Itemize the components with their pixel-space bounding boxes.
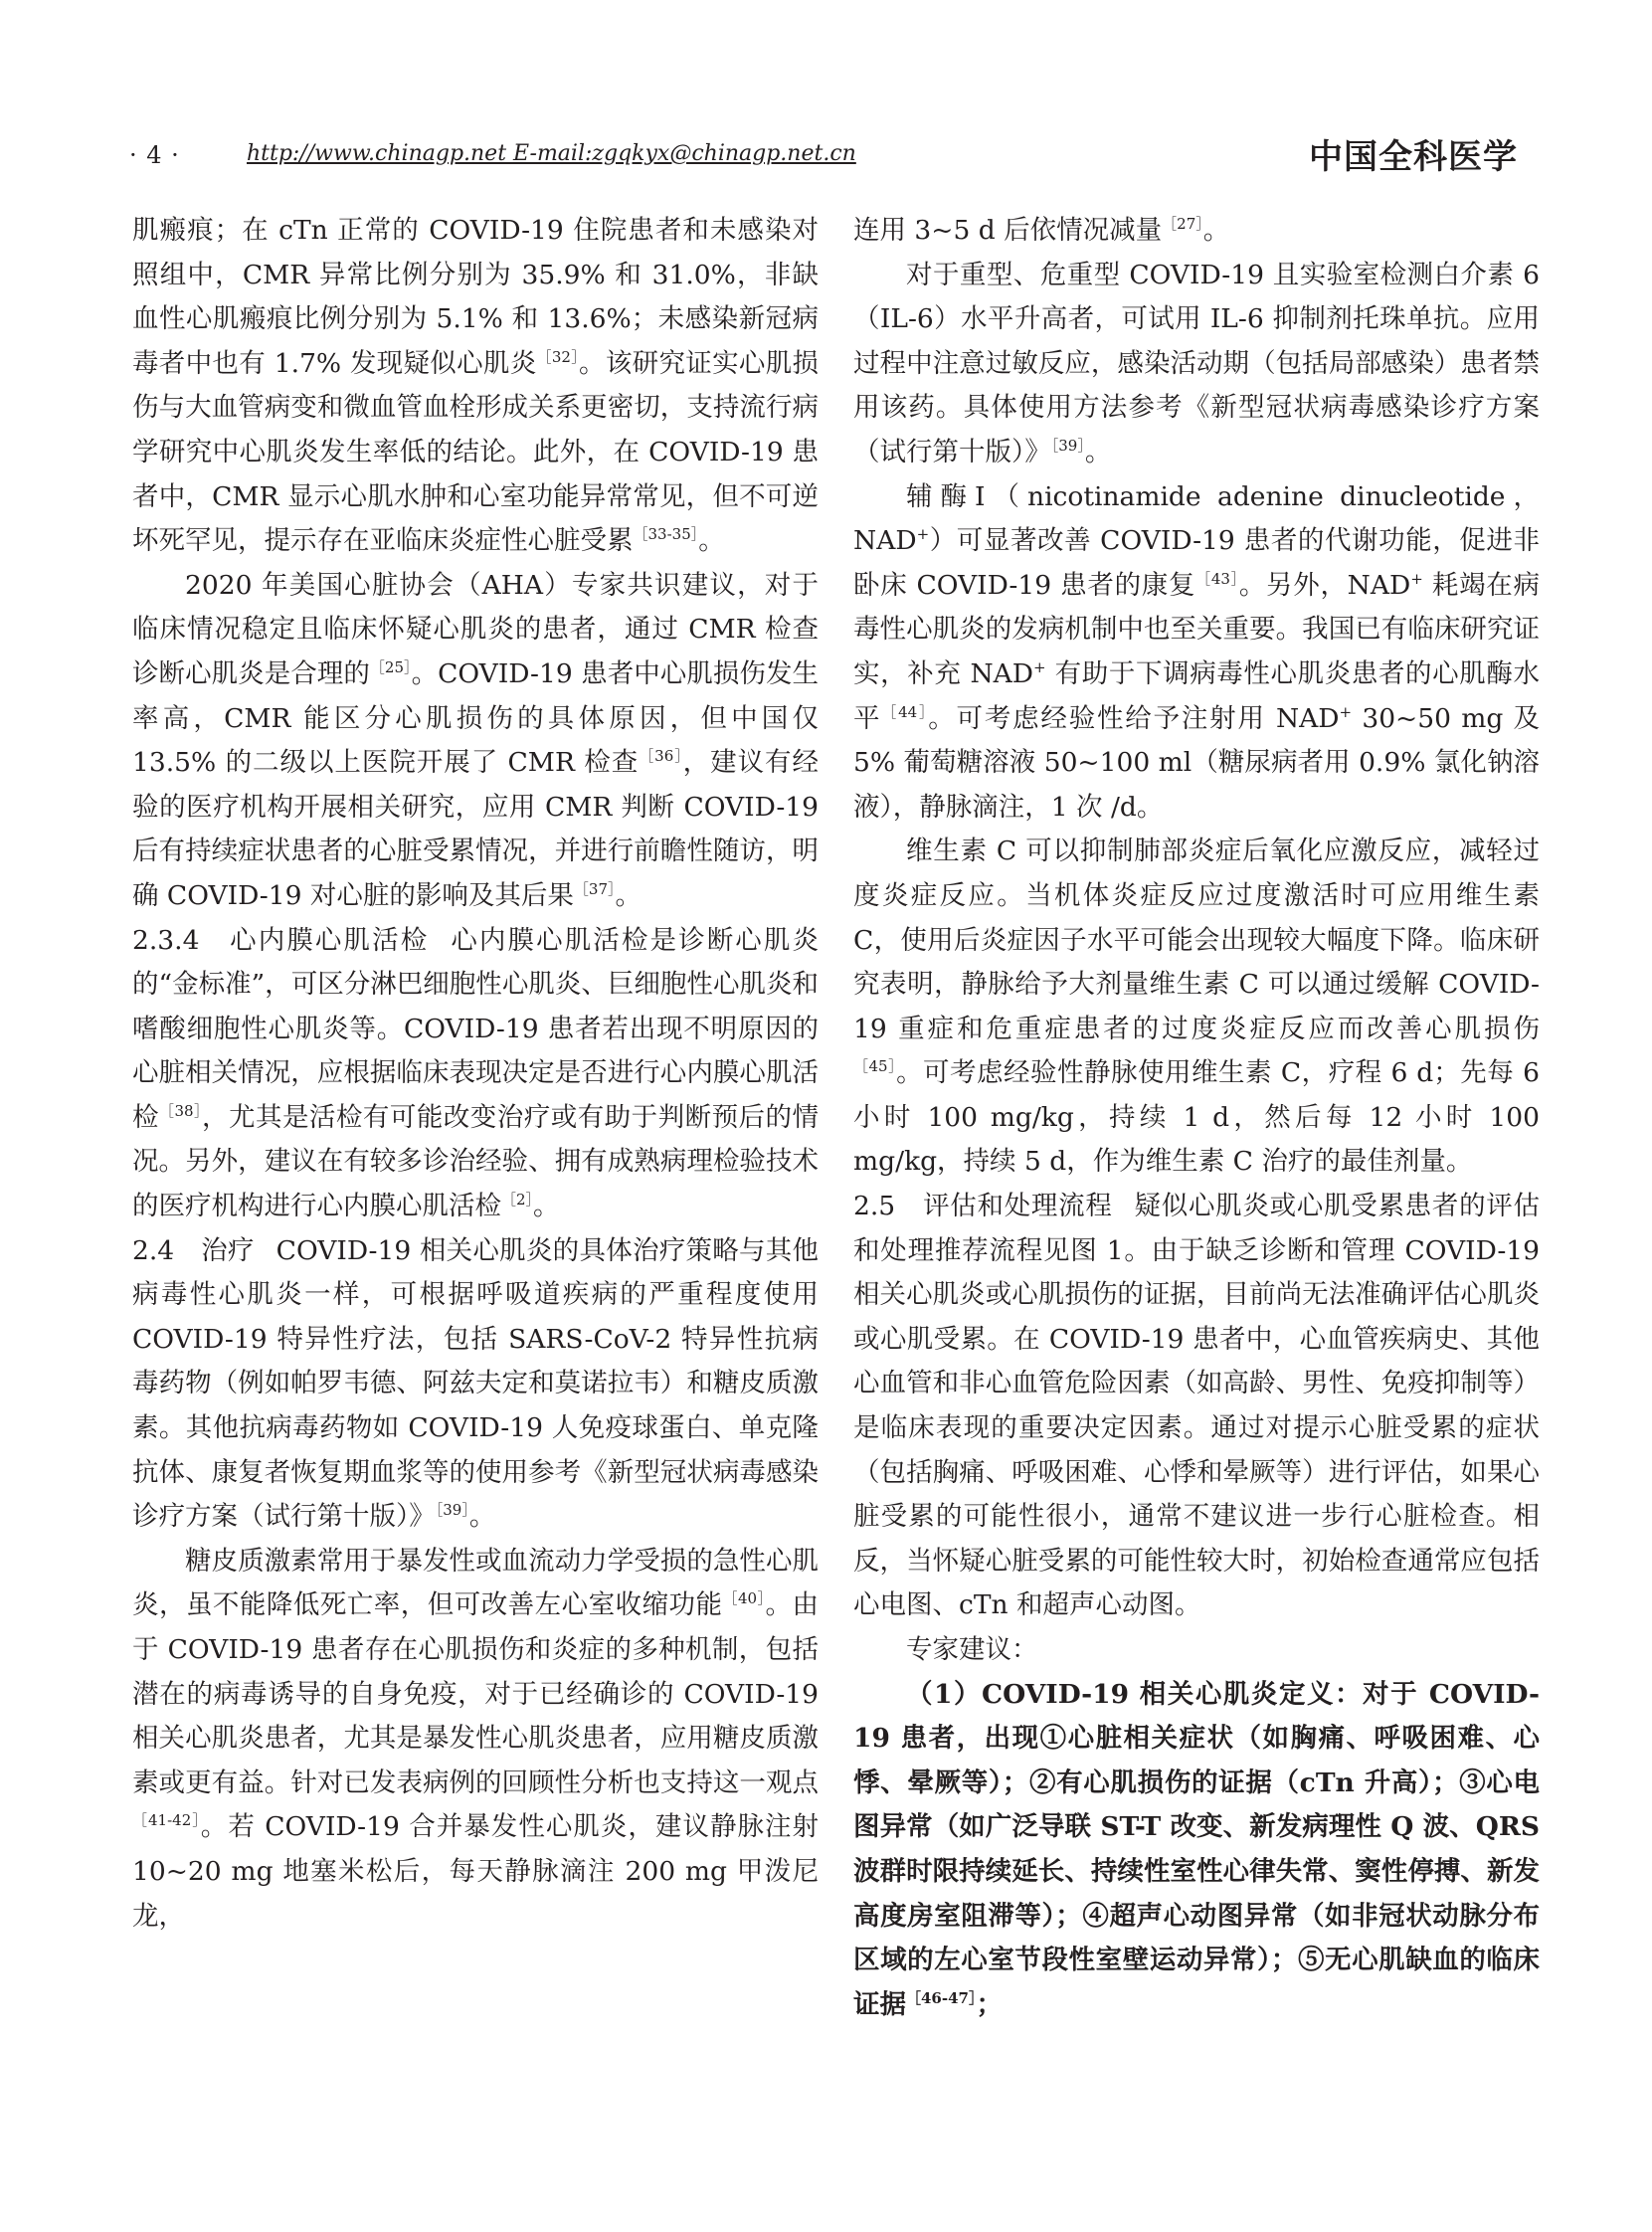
- superscript: +: [1033, 658, 1046, 677]
- text: ，建议有经验的医疗机构开展相关研究，应用 CMR 判断 COVID-19 后有持续症状患者的心脏受累情况，并进行前瞻性随访，明确 COVID-19 对心脏的影响及其后果: [132, 747, 819, 911]
- right-column: [853, 209, 1540, 2158]
- citation: ［38］: [158, 1102, 203, 1121]
- paragraph: [132, 919, 819, 1229]
- text: 。: [1084, 436, 1112, 467]
- citation: ［32］: [536, 347, 580, 366]
- journal-name: 中国全科医学: [1309, 137, 1518, 177]
- superscript: +: [916, 525, 930, 544]
- paragraph: [853, 254, 1540, 475]
- text: 。COVID-19 患者中心肌损伤发生率高，CMR 能区分心肌损伤的具体原因，但中国仅 13.5% 的二级以上医院开展了 CMR 检查: [132, 657, 819, 779]
- text: 有助于下调病毒性心肌炎患者的心肌酶水平: [853, 657, 1540, 734]
- text: 。: [698, 525, 725, 557]
- text: 。该研究证实心肌损伤与大血管病变和微血管血栓形成关系更密切，支持流行病学研究中心肌炎发生率低的结论。此外，在 COVID-19 患者中，CMR 显示心肌水肿和心室功能异常常见，但不可逆坏死罕见，提示存在亚临床炎症性心脏受累: [132, 347, 819, 557]
- text: 。由于 COVID-19 患者存在心肌损伤和炎症的多种机制，包括潜在的病毒诱导的自身免疫，对于已经确诊的 COVID-19 相关心肌炎患者，尤其是暴发性心肌炎患者，应用糖皮质激素或更有益。针对已发表病例的回顾性分析也支持这一观点: [132, 1589, 819, 1798]
- citation: ［33-35］: [633, 525, 699, 544]
- text: 。可考虑经验性给予注射用 NAD: [928, 702, 1340, 734]
- citation: ［36］: [639, 747, 683, 766]
- expert-advice-title: 专家建议：: [906, 1634, 1038, 1665]
- text: 30~50 mg 及 5% 葡萄糖溶液 50~100 ml（糖尿病者用 0.9% 氯化钠溶液），静脉滴注，1 次 /d。: [853, 702, 1540, 823]
- text: 辅酶Ⅰ（nicotinamide adenine dinucleotide，NAD: [853, 480, 1540, 557]
- text: 。: [533, 1191, 560, 1222]
- citation: ［44］: [881, 702, 929, 721]
- text: ）可显著改善 COVID-19 患者的代谢功能，促进非卧床 COVID-19 患者的康复: [853, 525, 1540, 601]
- paragraph: [132, 209, 819, 564]
- text: 。: [1202, 215, 1230, 246]
- citation: ［41-42］: [132, 1811, 201, 1830]
- page-header: [0, 0, 1652, 177]
- paragraph: [132, 1540, 819, 1939]
- text: 。: [468, 1501, 496, 1533]
- text: 耗竭在病毒性心肌炎的发病机制中也至关重要。我国已有临床研究证实，补充 NAD: [853, 569, 1540, 689]
- text: 。若 COVID-19 合并暴发性心肌炎，建议静脉注射 10~20 mg 地塞米松后，每天静脉滴注 200 mg 甲泼尼龙，: [132, 1811, 819, 1932]
- citation: ［2］: [501, 1191, 534, 1209]
- text: 肌瘢痕；在 cTn 正常的 COVID-19 住院患者和未感染对照组中，CMR 异常比例分别为 35.9% 和 31.0%，非缺血性心肌瘢痕比例分别为 5.1% 和 13.6%；未感染新冠病毒者中也有 1.7% 发现疑似心肌炎: [132, 215, 819, 379]
- journal-url-email[interactable]: http://www.chinagp.net E-mail:zgqkyx@chinagp.net.cn: [247, 141, 856, 166]
- citation: ［43］: [1195, 569, 1239, 588]
- text: 维生素 C 可以抑制肺部炎症后氧化应激反应，减轻过度炎症反应。当机体炎症反应过度激活时可应用维生素 C，使用后炎症因子水平可能会出现较大幅度下降。临床研究表明，静脉给予大剂量维生素 C 可以通过缓解 COVID-19 重症和危重症患者的过度炎症反应而改善心肌损伤: [853, 836, 1540, 1044]
- section-heading-2-4: 2.4 治疗: [132, 1234, 255, 1266]
- paragraph: [132, 1229, 819, 1540]
- text: 。: [615, 879, 642, 911]
- paragraph: [853, 1185, 1540, 1628]
- text: 。可考虑经验性静脉使用维生素 C，疗程 6 d；先每 6 小时 100 mg/kg，持续 1 d，然后每 12 小时 100 mg/kg，持续 5 d，作为维生素 C 治疗的最佳剂量。: [853, 1057, 1540, 1178]
- citation: ［40］: [722, 1589, 766, 1608]
- text: 。另外，NAD: [1238, 569, 1411, 601]
- citation: ［27］: [1162, 215, 1203, 234]
- citation: ［25］: [369, 658, 412, 677]
- page-number: · 4 ·: [129, 141, 180, 169]
- expert-advice-paragraph: [853, 1673, 1540, 2028]
- superscript: +: [1339, 702, 1353, 721]
- text: 心内膜心肌活检是诊断心肌炎的“金标准”，可区分淋巴细胞性心肌炎、巨细胞性心肌炎和嗜酸细胞性心肌炎等。COVID-19 患者若出现不明原因的心脏相关情况，应根据临床表现决定是否进行心内膜心肌活检: [132, 924, 819, 1133]
- text: COVID-19 相关心肌炎的具体治疗策略与其他病毒性心肌炎一样，可根据呼吸道疾病的严重程度使用 COVID-19 特异性疗法，包括 SARS-CoV-2 特异性抗病毒药物（例如帕罗韦德、阿兹夫定和莫诺拉韦）和糖皮质激素。其他抗病毒药物如 COVID-19 人免疫球蛋白、单克隆抗体、康复者恢复期血浆等的使用参考《新型冠状病毒感染诊疗方案（试行第十版）》: [132, 1234, 819, 1533]
- text: 糖皮质激素常用于暴发性或血流动力学受损的急性心肌炎，虽不能降低死亡率，但可改善左心室收缩功能: [132, 1545, 819, 1621]
- text: 对于重型、危重型 COVID-19 且实验室检测白介素 6（IL-6）水平升高者，可试用 IL-6 抑制剂托珠单抗。应用过程中注意过敏反应，感染活动期（包括局部感染）患者禁用该药。具体使用方法参考《新型冠状病毒感染诊疗方案（试行第十版）》: [853, 259, 1540, 467]
- section-heading-2-5: 2.5 评估和处理流程: [853, 1191, 1113, 1222]
- paragraph: [853, 830, 1540, 1185]
- citation: ［39］: [1050, 437, 1085, 456]
- citation: ［37］: [573, 880, 616, 899]
- left-column: [132, 209, 819, 2158]
- citation: ［39］: [435, 1501, 469, 1520]
- section-heading-2-3-4: 2.3.4 心内膜心肌活检: [132, 924, 430, 956]
- text: 疑似心肌炎或心肌受累患者的评估和处理推荐流程见图 1。由于缺乏诊断和管理 COVID-19 相关心肌炎或心肌损伤的证据，目前尚无法准确评估心肌炎或心肌受累。在 COVID-19 患者中，心血管疾病史、其他心血管和非心血管危险因素（如高龄、男性、免疫抑制等）是临床表现的重要决定因素。通过对提示心脏受累的症状（包括胸痛、呼吸困难、心悸和晕厥等）进行评估，如果心脏受累的可能性很小，通常不建议进一步行心脏检查。相反，当怀疑心脏受累的可能性较大时，初始检查通常应包括心电图、cTn 和超声心动图。: [853, 1191, 1540, 1621]
- text: 2020 年美国心脏协会（AHA）专家共识建议，对于临床情况稳定且临床怀疑心肌炎的患者，通过 CMR 检查诊断心肌炎是合理的: [132, 569, 819, 689]
- paragraph: [853, 475, 1540, 831]
- superscript: +: [1410, 569, 1423, 588]
- text: 连用 3~5 d 后依情况减量: [853, 215, 1163, 246]
- text: ；: [976, 1988, 1003, 2020]
- paragraph: [853, 209, 1540, 254]
- citation: ［45］: [853, 1057, 897, 1076]
- text: ，尤其是活检有可能改变治疗或有助于判断预后的情况。另外，建议在有较多诊治经验、拥有成熟病理检验技术的医疗机构进行心内膜心肌活检: [132, 1101, 819, 1222]
- text: （1）COVID-19 相关心肌炎定义：对于 COVID-19 患者，出现①心脏相关症状（如胸痛、呼吸困难、心悸、晕厥等）；②有心肌损伤的证据（cTn 升高）；③心电图异常（如广泛导联 ST-T 改变、新发病理性 Q 波、QRS 波群时限持续延长、持续性室性心律失常、窦性停搏、新发高度房室阻滞等）；④超声心动图异常（如非冠状动脉分布区域的左心室节段性室壁运动异常）；⑤无心肌缺血的临床证据: [853, 1678, 1540, 2020]
- paragraph: [132, 564, 819, 919]
- citation: ［46-47］: [906, 1988, 977, 2007]
